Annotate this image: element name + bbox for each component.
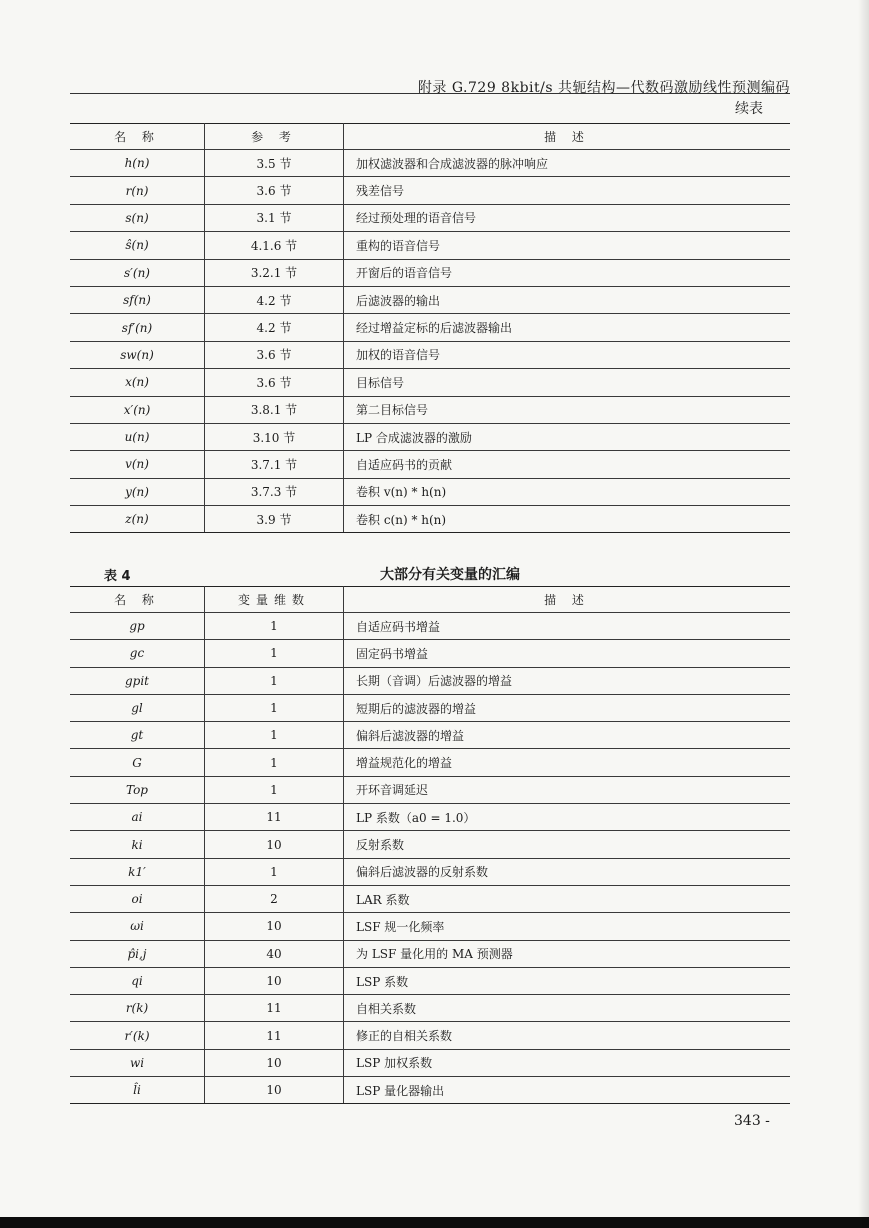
cell-reference: 3.6 节 [205,369,344,396]
cell-name: ki [70,831,205,858]
cell-name: s(n) [70,204,205,231]
cell-name: l̂i [70,1077,205,1104]
cell-name: ωi [70,913,205,940]
cell-description: LSP 系数 [344,967,791,994]
column-header-name: 名 称 [70,587,205,613]
scan-edge-shadow [858,0,869,1228]
cell-name: u(n) [70,423,205,450]
table-header-row [70,124,790,150]
cell-name: x′(n) [70,396,205,423]
table-row [70,204,790,231]
page-number: 343 - [734,1113,770,1129]
cell-dimension: 2 [205,885,344,912]
cell-name: gpit [70,667,205,694]
cell-dimension: 10 [205,913,344,940]
header-rule [70,93,790,94]
table-row [70,885,790,912]
cell-description: 目标信号 [344,369,791,396]
table-row [70,858,790,885]
table-row [70,940,790,967]
table-row [70,694,790,721]
table-row [70,1049,790,1076]
cell-name: s′(n) [70,259,205,286]
cell-name: qi [70,967,205,994]
cell-reference: 4.2 节 [205,286,344,313]
cell-name: r′(k) [70,1022,205,1049]
cell-description: 增益规范化的增益 [344,749,791,776]
column-header-description: 描 述 [344,587,791,613]
cell-reference: 3.2.1 节 [205,259,344,286]
cell-name: v(n) [70,451,205,478]
cell-name: h(n) [70,150,205,177]
cell-dimension: 10 [205,831,344,858]
cell-description: 自适应码书的贡献 [344,451,791,478]
table-row [70,259,790,286]
cell-reference: 3.7.3 节 [205,478,344,505]
table-number: 表 4 [104,569,131,584]
cell-name: gt [70,722,205,749]
cell-dimension: 1 [205,749,344,776]
table-row [70,749,790,776]
cell-reference: 3.10 节 [205,423,344,450]
cell-name: gc [70,640,205,667]
cell-dimension: 1 [205,613,344,640]
cell-dimension: 10 [205,1049,344,1076]
cell-reference: 3.6 节 [205,177,344,204]
column-header-dimension: 变量维数 [205,587,344,613]
cell-description: 偏斜后滤波器的增益 [344,722,791,749]
cell-name: wi [70,1049,205,1076]
table-row [70,396,790,423]
table-row [70,423,790,450]
column-header-reference: 参 考 [205,124,344,150]
cell-dimension: 10 [205,1077,344,1104]
cell-name: ai [70,804,205,831]
cell-name: Top [70,776,205,803]
cell-description: 修正的自相关系数 [344,1022,791,1049]
cell-description: 第二目标信号 [344,396,791,423]
cell-reference: 4.2 节 [205,314,344,341]
cell-dimension: 1 [205,667,344,694]
table-row [70,804,790,831]
table-row [70,451,790,478]
cell-description: 卷积 c(n) * h(n) [344,506,791,533]
cell-name: G [70,749,205,776]
cell-reference: 3.6 节 [205,341,344,368]
cell-dimension: 11 [205,1022,344,1049]
continued-label: 续表 [735,101,763,117]
cell-name: x(n) [70,369,205,396]
cell-dimension: 10 [205,967,344,994]
cell-description: 自适应码书增益 [344,613,791,640]
table-row [70,177,790,204]
cell-description: 残差信号 [344,177,791,204]
cell-name: sf′(n) [70,314,205,341]
cell-description: 后滤波器的输出 [344,286,791,313]
cell-description: LSF 规一化频率 [344,913,791,940]
cell-description: 加权滤波器和合成滤波器的脉冲响应 [344,150,791,177]
cell-reference: 3.7.1 节 [205,451,344,478]
cell-description: 为 LSF 量化用的 MA 预测器 [344,940,791,967]
table-continued [70,123,790,533]
cell-name: z(n) [70,506,205,533]
cell-dimension: 1 [205,776,344,803]
cell-name: p̂i,j [70,940,205,967]
cell-description: 固定码书增益 [344,640,791,667]
cell-name: sf(n) [70,286,205,313]
cell-reference: 3.1 节 [205,204,344,231]
table-title: 大部分有关变量的汇编 [380,567,520,583]
table-row [70,341,790,368]
table-header-row [70,587,790,613]
cell-description: 卷积 v(n) * h(n) [344,478,791,505]
cell-description: 经过预处理的语音信号 [344,204,791,231]
table-row [70,667,790,694]
cell-description: 重构的语音信号 [344,232,791,259]
cell-description: LP 合成滤波器的激励 [344,423,791,450]
cell-description: 加权的语音信号 [344,341,791,368]
table-variables [70,586,790,1104]
cell-name: y(n) [70,478,205,505]
cell-description: LSP 量化器输出 [344,1077,791,1104]
cell-description: LAR 系数 [344,885,791,912]
table-row [70,995,790,1022]
cell-name: ŝ(n) [70,232,205,259]
cell-dimension: 11 [205,804,344,831]
column-header-description: 描 述 [344,124,791,150]
table-row [70,1077,790,1104]
cell-name: gl [70,694,205,721]
table-row [70,613,790,640]
cell-name: r(n) [70,177,205,204]
cell-description: 开环音调延迟 [344,776,791,803]
cell-description: 短期后的滤波器的增益 [344,694,791,721]
table-row [70,831,790,858]
cell-description: 自相关系数 [344,995,791,1022]
cell-dimension: 1 [205,858,344,885]
column-header-name: 名 称 [70,124,205,150]
cell-dimension: 11 [205,995,344,1022]
table-row [70,913,790,940]
cell-dimension: 1 [205,722,344,749]
cell-description: LSP 加权系数 [344,1049,791,1076]
cell-name: k1′ [70,858,205,885]
table-row [70,232,790,259]
table-row [70,150,790,177]
table-row [70,722,790,749]
running-header: 附录 G.729 8kbit/s 共轭结构—代数码激励线性预测编码 [417,80,790,96]
table-row [70,478,790,505]
table-row [70,640,790,667]
table-row [70,1022,790,1049]
cell-description: 开窗后的语音信号 [344,259,791,286]
cell-name: sw(n) [70,341,205,368]
cell-description: 经过增益定标的后滤波器输出 [344,314,791,341]
table-row [70,369,790,396]
cell-reference: 3.9 节 [205,506,344,533]
cell-description: 反射系数 [344,831,791,858]
cell-reference: 3.5 节 [205,150,344,177]
cell-dimension: 1 [205,640,344,667]
cell-name: r(k) [70,995,205,1022]
cell-reference: 4.1.6 节 [205,232,344,259]
cell-description: 长期（音调）后滤波器的增益 [344,667,791,694]
table-row [70,776,790,803]
scan-edge-band [0,1217,869,1228]
table-row [70,314,790,341]
table-row [70,967,790,994]
cell-description: 偏斜后滤波器的反射系数 [344,858,791,885]
cell-reference: 3.8.1 节 [205,396,344,423]
cell-dimension: 1 [205,694,344,721]
table-row [70,286,790,313]
cell-description: LP 系数（a0 = 1.0） [344,804,791,831]
table-row [70,506,790,533]
cell-name: oi [70,885,205,912]
cell-dimension: 40 [205,940,344,967]
cell-name: gp [70,613,205,640]
